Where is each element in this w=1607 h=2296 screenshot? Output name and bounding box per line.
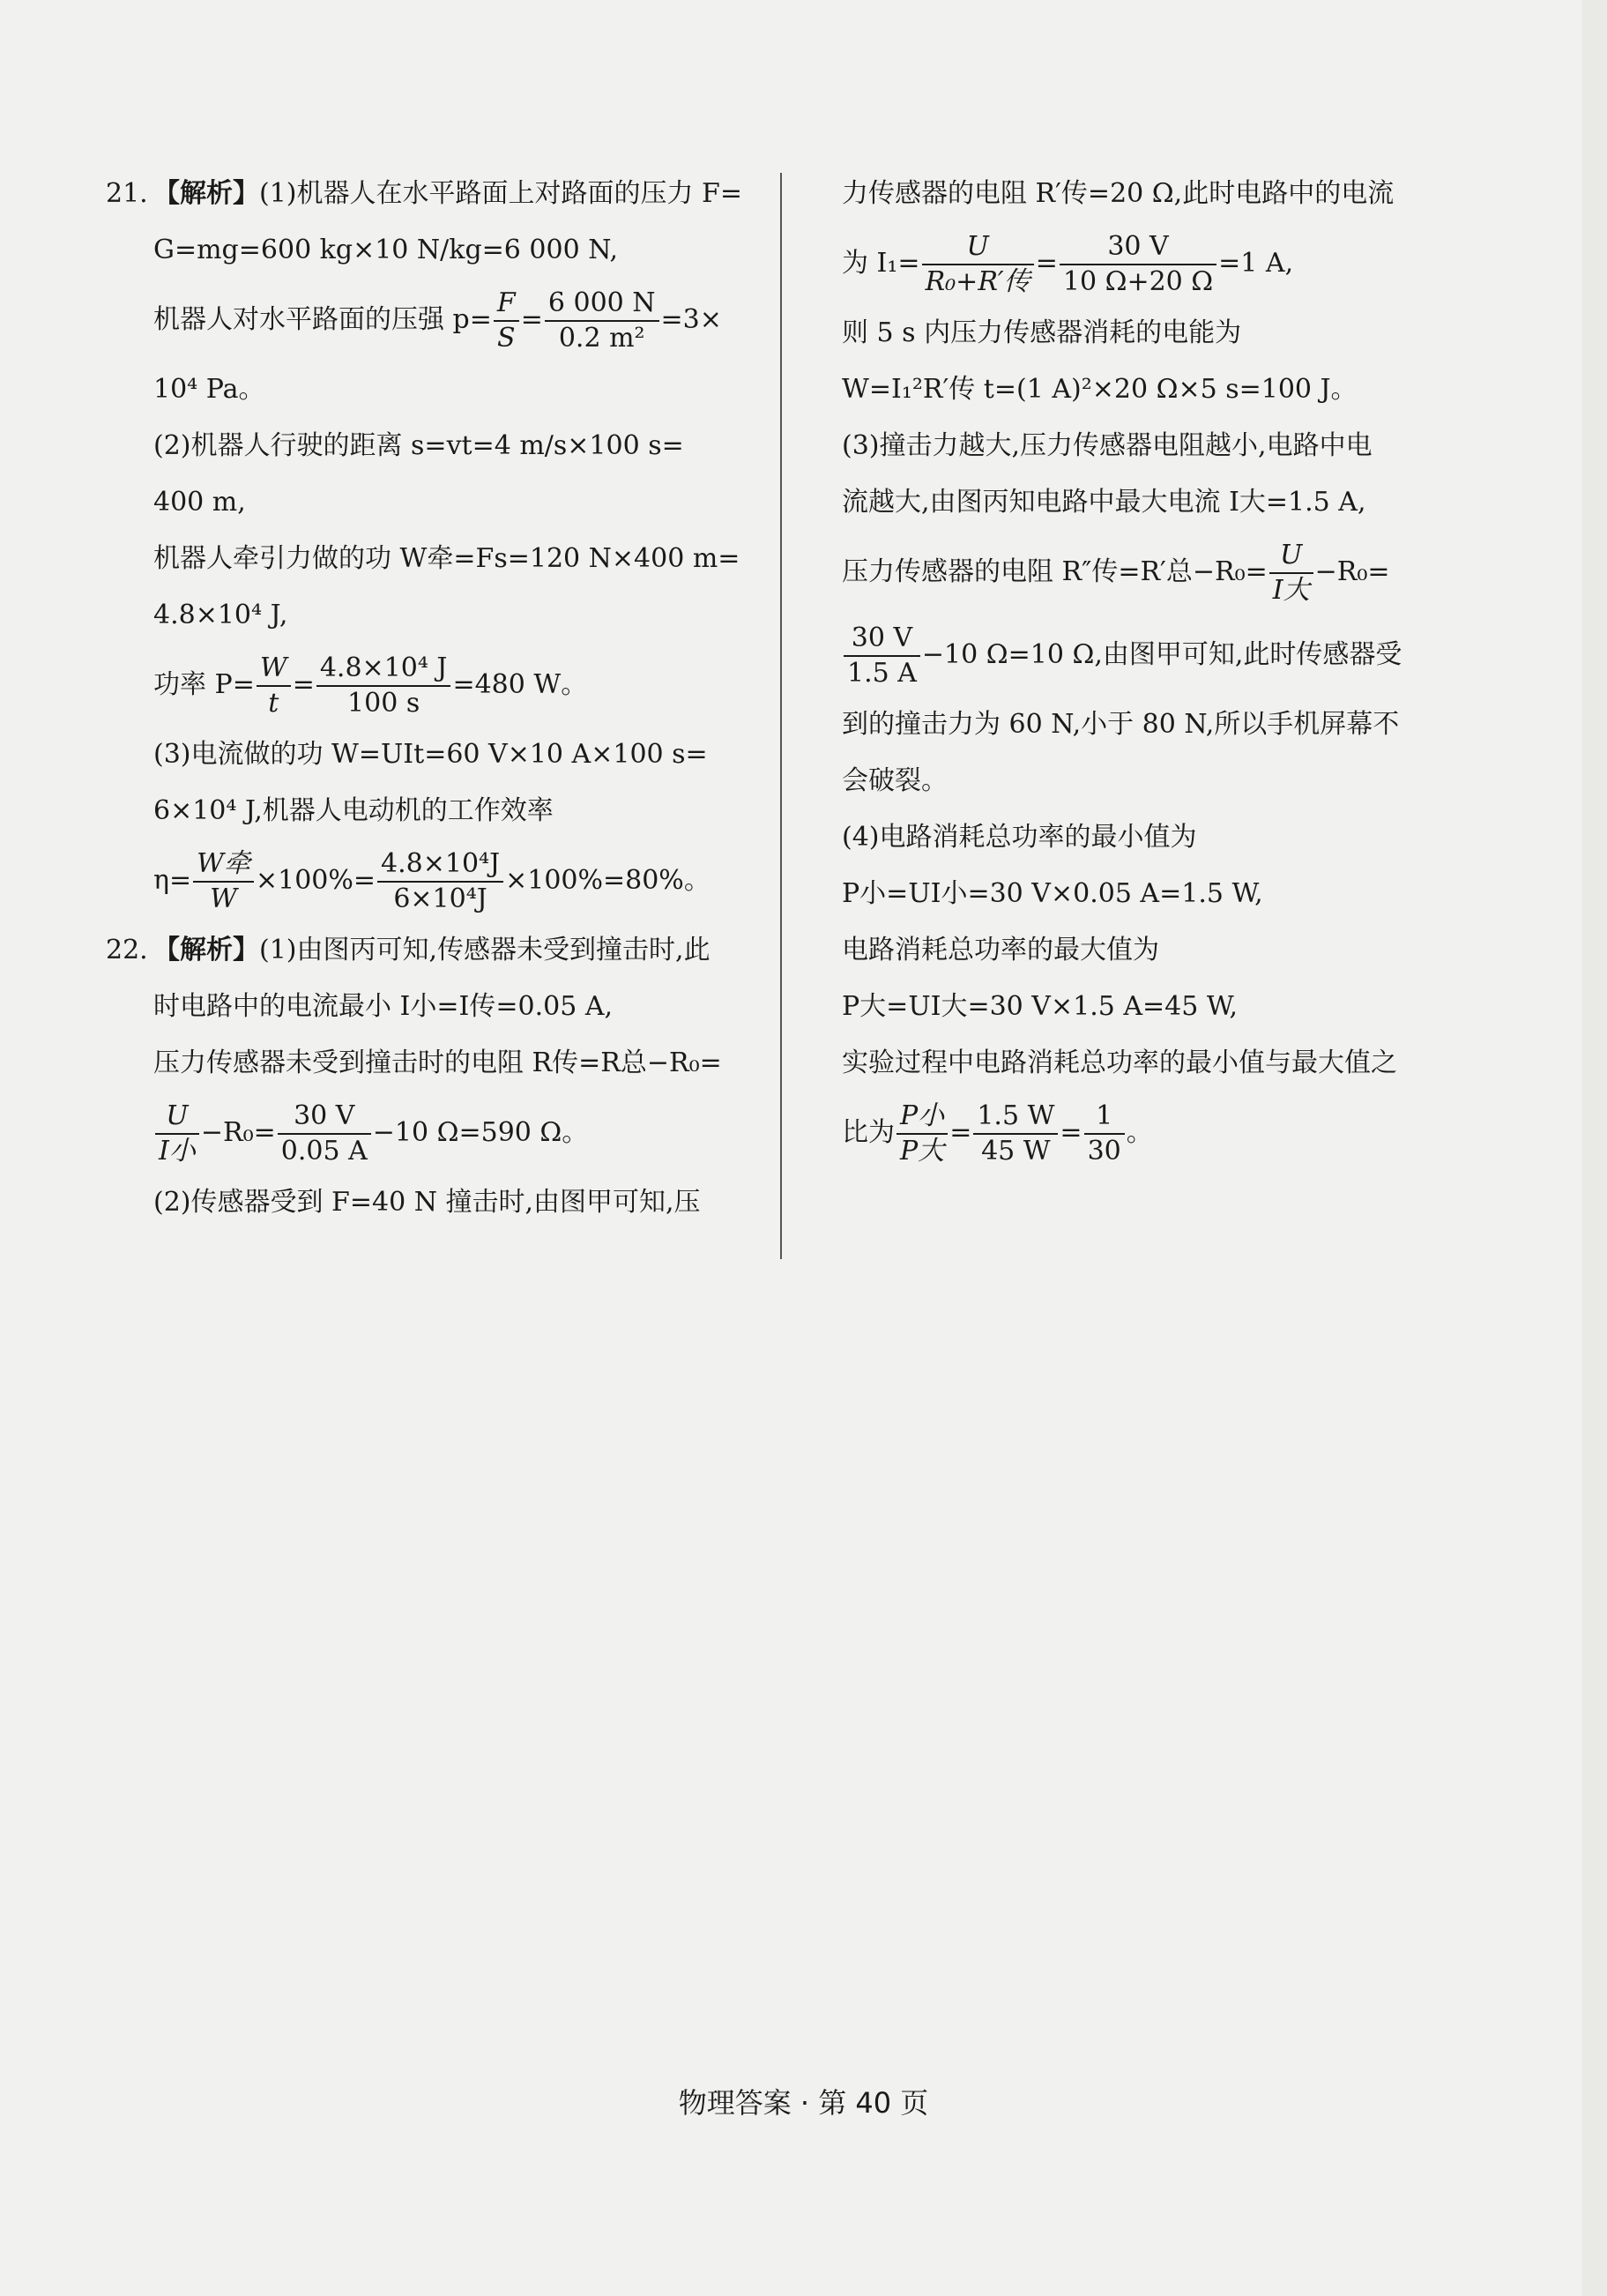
q21-text-3a: 机器人对水平路面的压强 p= (153, 304, 492, 335)
q22-text-r5: (3)撞击力越大,压力传感器电阻越小,电路中电 (842, 430, 1373, 461)
q21-text-11: 6×10⁴ J,机器人电动机的工作效率 (153, 795, 554, 826)
q22-right-line-5 (842, 418, 1459, 474)
q22-text-r7b: −R₀= (1314, 556, 1390, 587)
q22-right-line-6 (842, 474, 1459, 531)
q22-text-r15: 实验过程中电路消耗总功率的最小值与最大值之 (842, 1047, 1397, 1078)
eq-sign: = (1035, 248, 1058, 279)
q22-line-5 (106, 1174, 749, 1231)
frac-num: U (922, 230, 1034, 265)
frac-den: 6×10⁴J (393, 883, 487, 914)
q22-text-r3: 则 5 s 内压力传感器消耗的电能为 (842, 317, 1242, 348)
fraction-current-symbolic (922, 230, 1034, 299)
q21-line-3 (106, 279, 749, 362)
q22-label: 【解析】 (153, 935, 259, 965)
q21-line-8 (106, 587, 749, 644)
frac-num: U (1269, 539, 1313, 574)
fraction-f-over-s (494, 287, 519, 355)
frac-num: 1.5 W (973, 1100, 1058, 1135)
frac-den: 30 (1087, 1136, 1121, 1167)
fraction-u-over-i (155, 1100, 199, 1168)
q22-right-line-7 (842, 531, 1459, 614)
frac-den: 45 W (981, 1136, 1051, 1167)
frac-den: 100 s (347, 688, 420, 719)
frac-num: 30 V (1060, 230, 1216, 265)
q21-line-6 (106, 474, 749, 531)
q21-text-12mid: ×100%= (255, 865, 376, 896)
fraction-efficiency-symbolic (193, 847, 254, 916)
q22-text-r1: 力传感器的电阻 R′传=20 Ω,此时电路中的电流 (842, 178, 1395, 209)
fraction-current-values (1060, 230, 1216, 299)
frac-den: 0.05 A (280, 1136, 368, 1167)
frac-num: 30 V (278, 1100, 371, 1135)
q21-text-2: G=mg=600 kg×10 N/kg=6 000 N, (153, 235, 619, 265)
q22-right-line-14 (842, 979, 1459, 1035)
q22-number: 22. (106, 935, 148, 965)
q22-right-line-15 (842, 1035, 1459, 1092)
fraction-30v-over-1p5a (844, 622, 920, 690)
q22-text-4b: −10 Ω=590 Ω。 (372, 1117, 589, 1148)
q21-text-1: (1)机器人在水平路面上对路面的压力 F= (259, 178, 742, 209)
frac-den: R₀+R′传 (925, 266, 1030, 297)
q22-text-r13: 电路消耗总功率的最大值为 (842, 935, 1159, 965)
q22-text-3: 压力传感器未受到撞击时的电阻 R传=R总−R₀= (153, 1047, 722, 1078)
q22-right-line-3 (842, 305, 1459, 362)
right-column (842, 166, 1459, 1174)
q22-text-r16a: 比为 (842, 1117, 895, 1148)
column-divider (780, 173, 782, 1259)
q22-text-r6: 流越大,由图丙知电路中最大电流 I大=1.5 A, (842, 487, 1366, 518)
q22-line-2 (106, 979, 749, 1035)
frac-num: W (257, 652, 291, 687)
q22-text-r9: 到的撞击力为 60 N,小于 80 N,所以手机屏幕不 (842, 709, 1400, 740)
q22-right-line-12 (842, 866, 1459, 922)
fraction-u-over-imax (1269, 539, 1313, 608)
left-column (106, 166, 749, 1231)
frac-den: W (210, 883, 237, 914)
fraction-efficiency-values (377, 847, 503, 916)
q22-text-r2a: 为 I₁= (842, 248, 920, 279)
q22-text-r11: (4)电路消耗总功率的最小值为 (842, 822, 1197, 853)
q22-right-line-10 (842, 753, 1459, 809)
fraction-power-ratio-symbolic (896, 1100, 948, 1168)
q22-line-1 (106, 922, 749, 979)
q21-text-3b: =3× (660, 304, 722, 335)
q22-right-line-1 (842, 166, 1459, 222)
q21-line-4 (106, 362, 749, 418)
q22-text-r10: 会破裂。 (842, 765, 948, 796)
q21-text-5: (2)机器人行驶的距离 s=vt=4 m/s×100 s= (153, 430, 684, 461)
page-footer: 物理答案 · 第 40 页 (678, 2086, 929, 2120)
q21-line-10 (106, 727, 749, 783)
frac-den: I小 (159, 1136, 196, 1167)
q22-text-1: (1)由图丙可知,传感器未受到撞击时,此 (259, 935, 711, 965)
fraction-pressure (545, 287, 659, 355)
q21-number: 21. (106, 178, 148, 209)
q21-text-12b: ×100%=80%。 (505, 865, 711, 896)
q22-text-r14: P大=UI大=30 V×1.5 A=45 W, (842, 991, 1238, 1022)
frac-num: P小 (896, 1100, 948, 1135)
q21-text-8: 4.8×10⁴ J, (153, 600, 288, 630)
fraction-resistance (278, 1100, 371, 1168)
frac-num: 6 000 N (545, 287, 659, 322)
q22-text-r16b: 。 (1126, 1117, 1153, 1148)
q22-right-line-2 (842, 222, 1459, 305)
q22-right-line-16 (842, 1092, 1459, 1174)
q22-right-line-13 (842, 922, 1459, 979)
eq-sign: = (292, 669, 315, 700)
scan-edge-shade (1582, 0, 1607, 2296)
q21-line-1 (106, 166, 749, 222)
q22-text-4mid: −R₀= (200, 1117, 276, 1148)
frac-den: 10 Ω+20 Ω (1062, 266, 1214, 297)
q21-label: 【解析】 (153, 178, 259, 209)
q22-text-r8b: −10 Ω=10 Ω,由图甲可知,此时传感器受 (921, 639, 1402, 670)
frac-den: t (268, 688, 279, 719)
frac-num: 4.8×10⁴ J (316, 652, 451, 687)
q21-line-11 (106, 783, 749, 839)
fraction-one-thirtieth (1084, 1100, 1125, 1168)
q21-text-6: 400 m, (153, 487, 246, 518)
fraction-power-ratio-values (973, 1100, 1058, 1168)
q21-text-12a: η= (153, 865, 192, 896)
q22-line-4 (106, 1092, 749, 1174)
q22-text-r12: P小=UI小=30 V×0.05 A=1.5 W, (842, 878, 1263, 909)
q22-text-r2b: =1 A, (1218, 248, 1294, 279)
q21-line-9 (106, 644, 749, 727)
fraction-w-over-t (257, 652, 291, 720)
fraction-power (316, 652, 451, 720)
frac-den: 1.5 A (847, 658, 917, 689)
q22-right-line-11 (842, 809, 1459, 866)
frac-num: W牵 (193, 847, 254, 883)
q22-right-line-9 (842, 697, 1459, 753)
q21-text-7: 机器人牵引力做的功 W牵=Fs=120 N×400 m= (153, 543, 740, 574)
frac-num: F (494, 287, 519, 322)
q22-text-2: 时电路中的电流最小 I小=I传=0.05 A, (153, 991, 614, 1022)
q21-line-7 (106, 531, 749, 587)
q22-right-line-8 (842, 614, 1459, 697)
q21-text-4: 10⁴ Pa。 (153, 374, 265, 405)
q21-text-10: (3)电流做的功 W=UIt=60 V×10 A×100 s= (153, 739, 708, 770)
eq-sign: = (520, 304, 543, 335)
q21-text-9b: =480 W。 (452, 669, 588, 700)
q22-text-r7a: 压力传感器的电阻 R″传=R′总−R₀= (842, 556, 1268, 587)
frac-den: P大 (900, 1136, 945, 1167)
q21-line-2 (106, 222, 749, 279)
q21-text-9a: 功率 P= (153, 669, 255, 700)
frac-num: 30 V (844, 622, 920, 657)
q21-line-12 (106, 839, 749, 922)
q22-right-line-4 (842, 362, 1459, 418)
q22-line-3 (106, 1035, 749, 1092)
eq-sign: = (949, 1117, 972, 1148)
frac-num: U (155, 1100, 199, 1135)
frac-den: I大 (1272, 575, 1310, 606)
frac-num: 4.8×10⁴J (377, 847, 503, 883)
frac-den: S (497, 323, 516, 354)
frac-num: 1 (1084, 1100, 1125, 1135)
eq-sign: = (1060, 1117, 1082, 1148)
frac-den: 0.2 m² (558, 323, 645, 354)
q22-text-r4: W=I₁²R′传 t=(1 A)²×20 Ω×5 s=100 J。 (842, 374, 1358, 405)
q21-line-5 (106, 418, 749, 474)
q22-text-5: (2)传感器受到 F=40 N 撞击时,由图甲可知,压 (153, 1187, 701, 1218)
